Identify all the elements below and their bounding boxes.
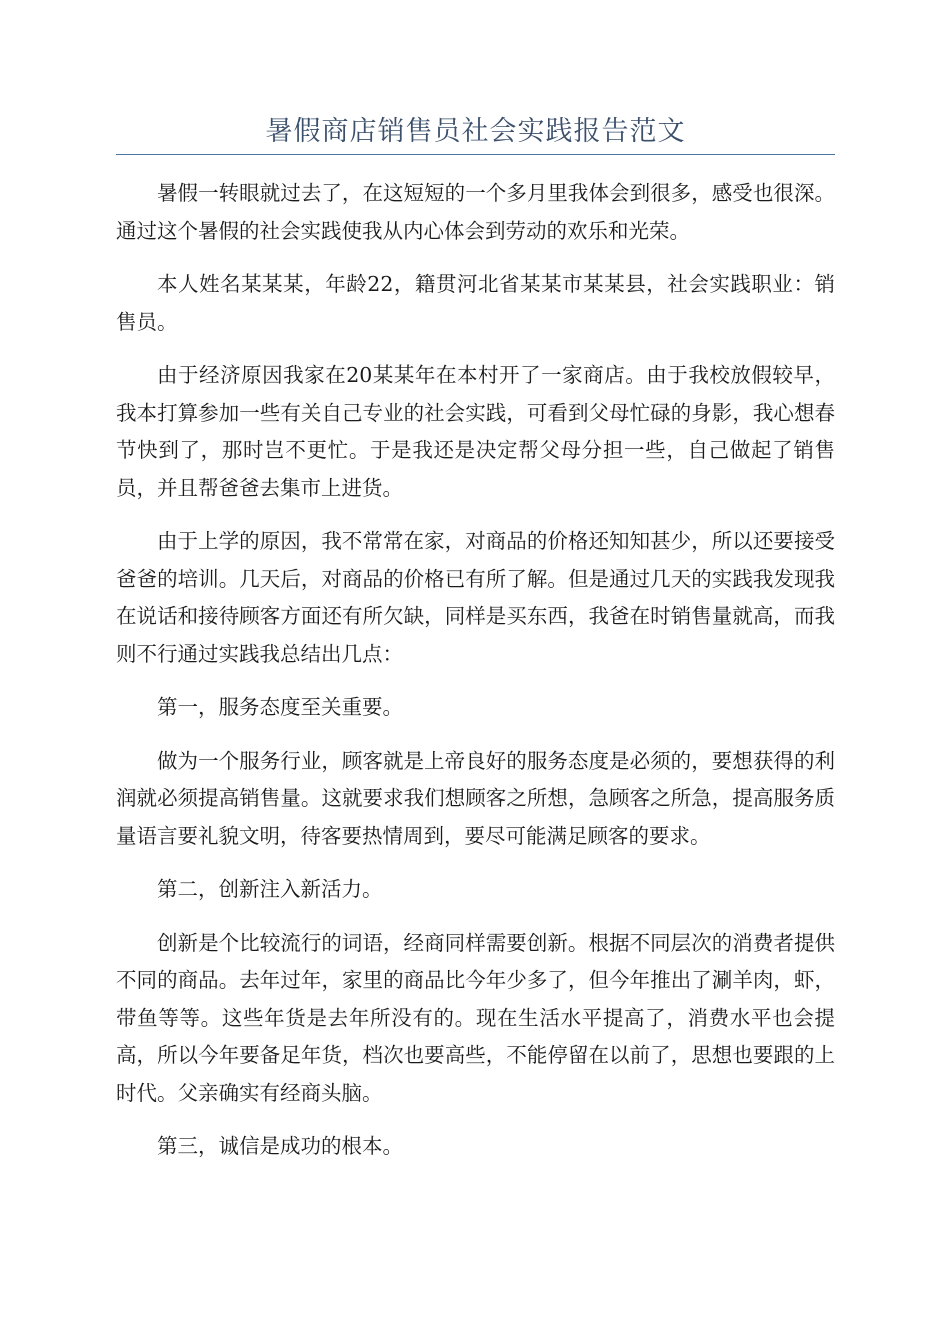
title-underline: [116, 154, 835, 155]
document-body: [116, 175, 835, 1182]
document-title: 暑假商店销售员社会实践报告范文: [265, 116, 686, 147]
paragraph-1: 暑假一转眼就过去了，在这短短的一个多月里我体会到很多，感受也很深。通过这个暑假的社会实践使我从内心体会到劳动的欢乐和光荣。: [116, 181, 835, 243]
paragraph-5: 做为一个服务行业，顾客就是上帝良好的服务态度是必须的，要想获得的利润就必须提高销售量。这就要求我们想顾客之所想，急顾客之所急，提高服务质量语言要礼貌文明，待客要热情周到，要尽可能满足顾客的要求。: [116, 748, 835, 848]
paragraph-4: 由于上学的原因，我不常常在家，对商品的价格还知知甚少，所以还要接受爸爸的培训。几天后，对商品的价格已有所了解。但是通过几天的实践我发现我在说话和接待顾客方面还有所欠缺，同样是买东西，我爸在时销售量就高，而我则不行通过实践我总结出几点：: [116, 529, 835, 666]
paragraph-3: 由于经济原因我家在20某某年在本村开了一家商店。由于我校放假较早，我本打算参加一些有关自己专业的社会实践，可看到父母忙碌的身影，我心想春节快到了，那时岂不更忙。于是我还是决定帮父母分担一些，自己做起了销售员，并且帮爸爸去集市上进货。: [116, 363, 835, 500]
section-heading-1: 第一，服务态度至关重要。: [157, 695, 403, 719]
paragraph-2: 本人姓名某某某，年龄22，籍贯河北省某某市某某县，社会实践职业：销售员。: [116, 272, 835, 334]
section-heading-2: 第二，创新注入新活力。: [157, 877, 383, 901]
section-heading-3: 第三，诚信是成功的根本。: [157, 1134, 403, 1158]
paragraph-6: 创新是个比较流行的词语，经商同样需要创新。根据不同层次的消费者提供不同的商品。去年过年，家里的商品比今年少多了，但今年推出了涮羊肉，虾，带鱼等等。这些年货是去年所没有的。现在生活水平提高了，消费水平也会提高，所以今年要备足年货，档次也要高些，不能停留在以前了，思想也要跟的上时代。父亲确实有经商头脑。: [116, 930, 835, 1105]
